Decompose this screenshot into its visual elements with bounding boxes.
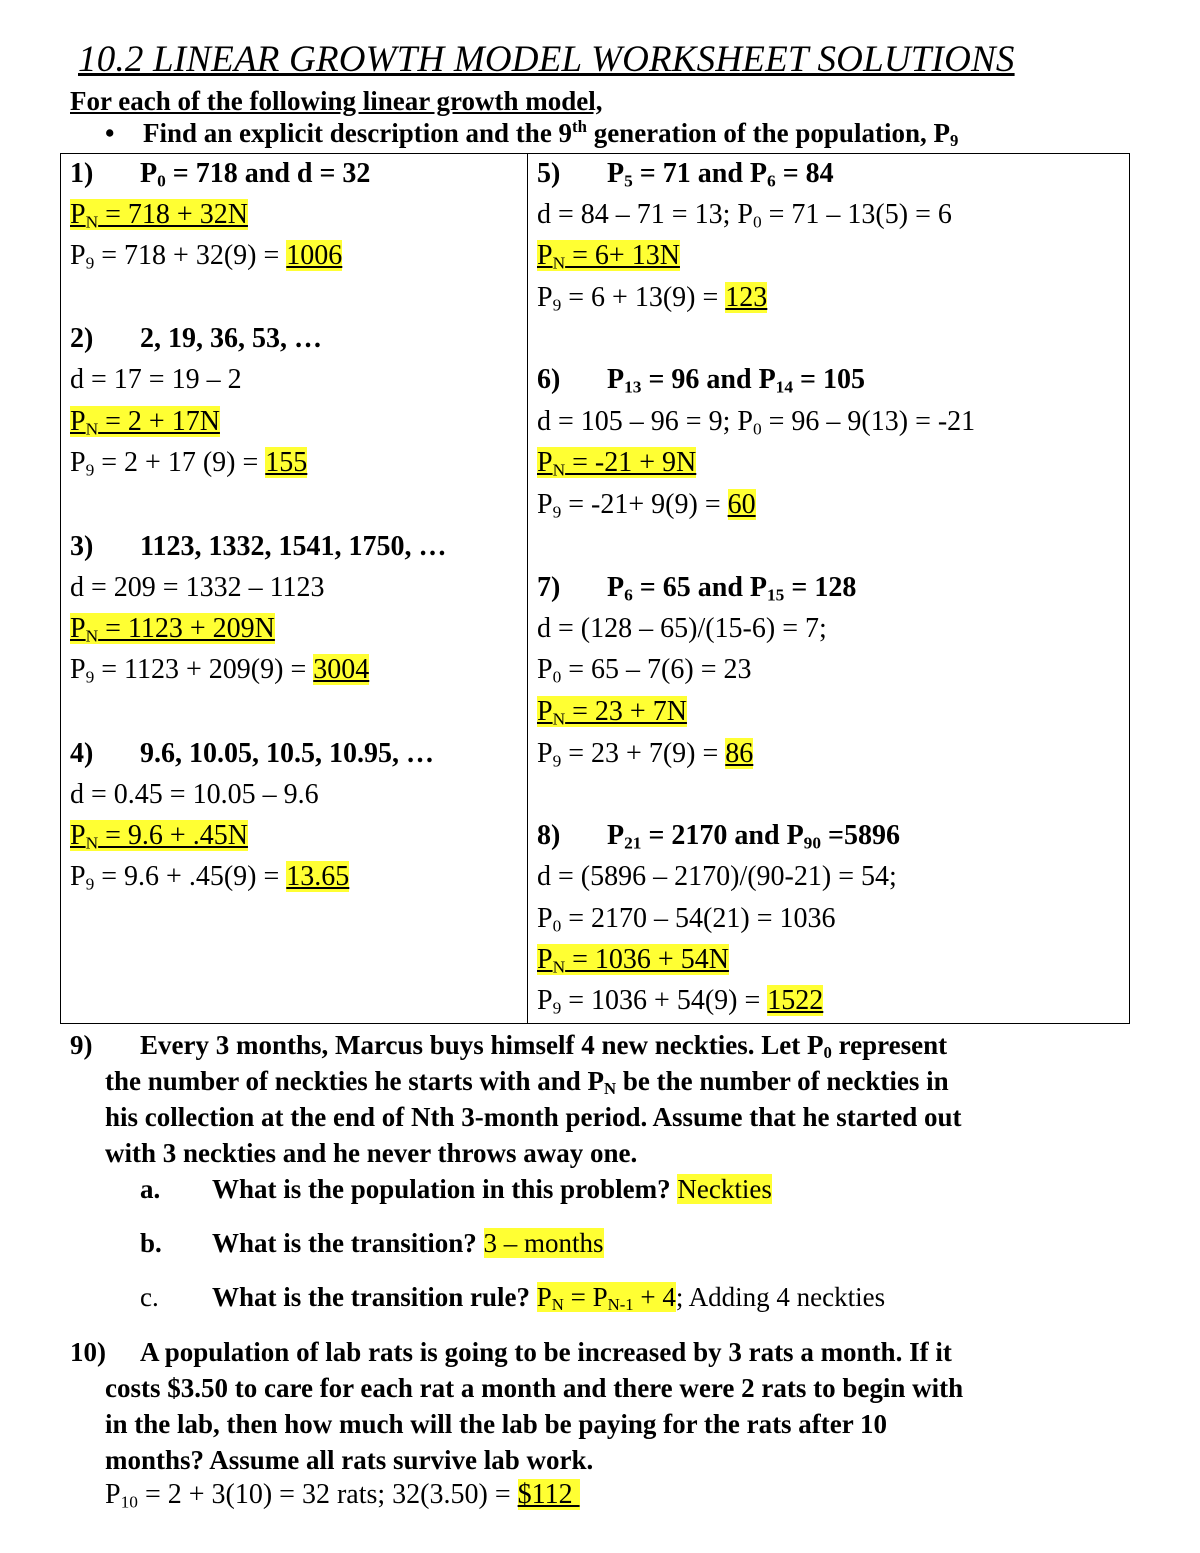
problem-1-answer: $P_9 = 718 + 32(9) = 1006$	[70, 240, 343, 273]
problem-6-answer: $P_9 = -21+ 9(9) = 60$	[537, 489, 756, 522]
bullet-icon: •	[105, 118, 115, 148]
problem-10-line-3: in the lab, then how much will the lab be paying for the rats after 10	[105, 1409, 888, 1439]
problem-2-header: 2) 2, 19, 36, 53, …	[70, 323, 322, 354]
problem-7-d: d = (128 – 65)/(15-6) = 7;	[537, 613, 827, 644]
problem-7-explicit: $P_N = 23 + 7N$	[537, 696, 687, 729]
problem-8-answer: $P_9 = 1036 + 54(9) = 1522$	[537, 985, 824, 1018]
problem-2-d: d = 17 = 19 – 2	[70, 364, 242, 395]
problem-9-line-3: his collection at the end of Nth 3-month period. Assume that he started out	[105, 1102, 962, 1132]
problem-3-d: d = 209 = 1332 – 1123	[70, 572, 325, 603]
problem-6-header: 6) $P_{13} = 96$ and $P_{14} = 105$	[537, 364, 865, 397]
bullet-instruction: • Find an explicit description and the 9th generation of the population, $P_9$	[105, 116, 959, 151]
problem-6-explicit: $P_N = -21 + 9N$	[537, 447, 697, 480]
problem-8-explicit: $P_N = 1036 + 54N$	[537, 944, 729, 977]
problem-10-line-4: months? Assume all rats survive lab work.	[105, 1445, 594, 1475]
problem-8-header: 8) $P_{21} = 2170$ and $P_{90} =5896$	[537, 820, 900, 853]
problem-4-explicit: $P_N = 9.6 + .45N$	[70, 820, 248, 853]
problem-9c: c. What is the transition rule? $P_N = P_{N-1} + 4$; Adding 4 neckties	[140, 1282, 886, 1315]
problem-7-p0: $P_0 = 65 - 7(6) = 23$	[537, 654, 752, 687]
problem-2-explicit: $P_N = 2 + 17N$	[70, 406, 220, 439]
problem-9a: a. What is the population in this problem? Neckties	[140, 1174, 772, 1204]
problem-8-p0: $P_0 = 2170 - 54(21) = 1036$	[537, 903, 836, 936]
problem-9b: b. What is the transition? 3 – months	[140, 1228, 604, 1258]
problem-1-explicit: $P_N = 718 + 32N$	[70, 199, 248, 232]
problem-7-answer: $P_9 = 23 + 7(9) = 86$	[537, 738, 754, 771]
problem-10-line-2: costs $3.50 to care for each rat a month and there were 2 rats to begin with	[105, 1373, 964, 1403]
problem-4-header: 4) 9.6, 10.05, 10.5, 10.95, …	[70, 738, 434, 769]
problem-9-line-1: 9) Every 3 months, Marcus buys himself 4 new neckties. Let $P_0$ represent	[70, 1030, 948, 1063]
problem-9-line-4: with 3 neckties and he never throws away one.	[105, 1138, 638, 1168]
problem-10-answer: $P_{10} = 2 + 3(10) = 32$ rats; 32(3.50) = $112	[105, 1479, 580, 1512]
problem-8-d: d = (5896 – 2170)/(90-21) = 54;	[537, 861, 897, 892]
problem-2-answer: $P_9 = 2 + 17$ (9) = 155	[70, 447, 308, 480]
problem-3-explicit: $P_N = 1123 + 209N$	[70, 613, 275, 646]
problem-1-header: 1) $P_0 = 718$ and d = 32	[70, 158, 371, 191]
problem-7-header: 7) $P_6 = 65$ and $P_{15} = 128$	[537, 572, 857, 605]
problem-9-line-2: the number of neckties he starts with and $P_N$ be the number of neckties in	[105, 1066, 949, 1099]
problem-5-answer: $P_9 = 6 + 13(9) = 123$	[537, 282, 768, 315]
column-divider	[527, 154, 528, 1023]
problem-10-line-1: 10) A population of lab rats is going to be increased by 3 rats a month. If it	[70, 1337, 952, 1367]
instructions: For each of the following linear growth model,	[70, 86, 603, 116]
problem-3-answer: $P_9 = 1123 + 209(9) = 3004$	[70, 654, 370, 687]
problem-5-header: 5) $P_5 = 71$ and $P_6 = 84$	[537, 158, 834, 191]
problem-4-d: d = 0.45 = 10.05 – 9.6	[70, 779, 319, 810]
page-title: 10.2 LINEAR GROWTH MODEL WORKSHEET SOLUTIONS	[78, 39, 1015, 80]
problem-5-d: d = 84 – 71 = 13; $P_0 = 71 - 13(5) = 6$	[537, 199, 952, 232]
problem-3-header: 3) 1123, 1332, 1541, 1750, …	[70, 531, 447, 562]
problem-4-answer: $P_9 = 9.6 + .45(9) = 13.65$	[70, 861, 350, 894]
problem-6-d: d = 105 – 96 = 9; $P_0 = 96 - 9(13) = -21$	[537, 406, 976, 439]
problem-5-explicit: $P_N = 6+ 13N$	[537, 240, 680, 273]
